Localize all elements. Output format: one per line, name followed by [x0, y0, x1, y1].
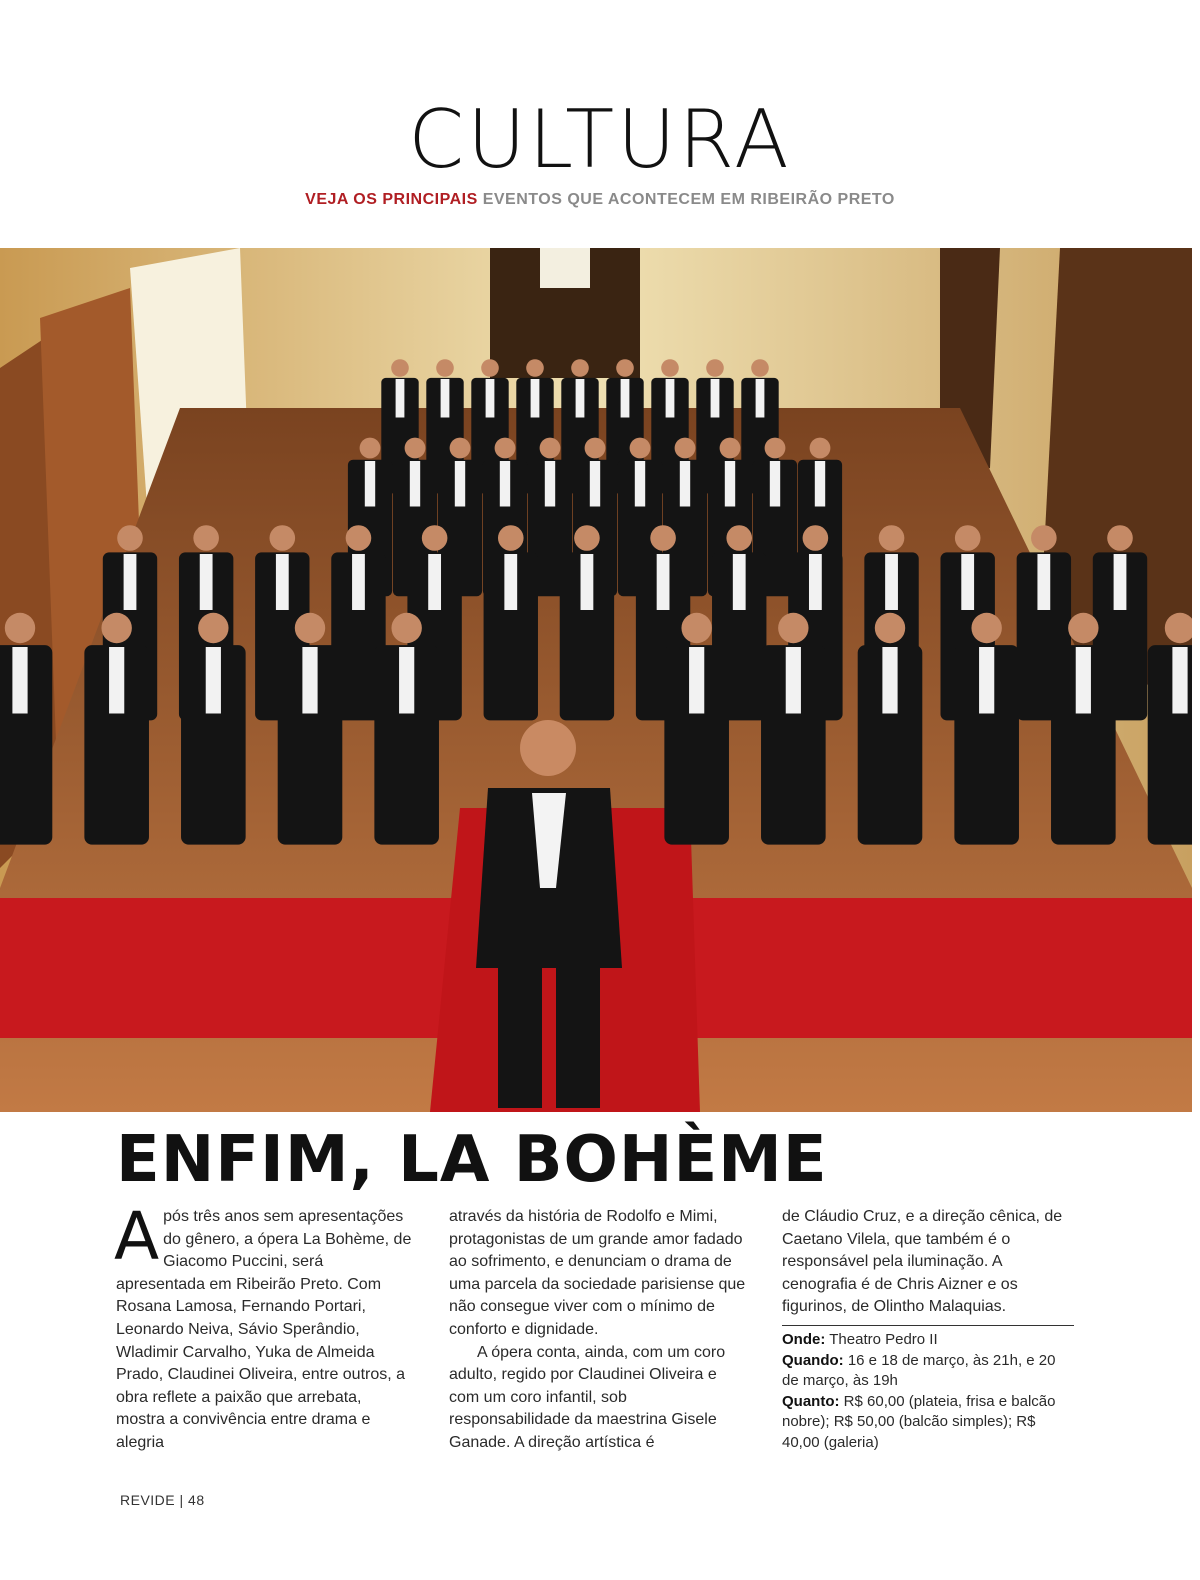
orchestra-illustration — [0, 248, 1192, 1112]
musician-figure — [664, 613, 729, 845]
subtitle-rest: EVENTOS QUE ACONTECEM EM RIBEIRÃO PRETO — [482, 191, 895, 208]
musician-figure — [278, 613, 343, 845]
info-price — [782, 1392, 1074, 1454]
info-where-label: Onde: — [782, 1331, 826, 1348]
dropcap-letter: A — [114, 1198, 160, 1275]
subtitle-highlight: VEJA OS PRINCIPAIS — [305, 191, 478, 208]
info-when-value: 16 e 18 de março, às 21h, e 20 de março, às 19h — [782, 1351, 1056, 1389]
musician-figure — [84, 613, 149, 845]
musician-figure — [560, 525, 614, 720]
article-headline: ENFIM, LA BOHÈME — [116, 1123, 828, 1197]
section-title: CULTURA — [408, 93, 792, 186]
info-price-label: Quanto: — [782, 1392, 840, 1410]
musician-figure — [484, 525, 538, 720]
musician-figure — [1051, 613, 1116, 845]
orchestra-photo — [0, 248, 1192, 1112]
info-where — [782, 1330, 1074, 1351]
musician-figure — [181, 613, 246, 845]
info-when-label: Quando: — [782, 1351, 844, 1369]
musician-figure — [1148, 613, 1192, 845]
article-column-2 — [449, 1206, 747, 1455]
article-column-1 — [114, 1198, 414, 1455]
footer-separator: | — [179, 1492, 184, 1508]
musician-figure — [858, 613, 923, 845]
article-paragraph: através da história de Rodolfo e Mimi, protagonistas de um grande amor fadado ao sofrimento, e denunciam o drama de uma parcela da sociedade parisiense que não consegue viver com o mínimo de conforto e dignidade. — [449, 1208, 746, 1338]
page-number: 48 — [188, 1492, 205, 1508]
musician-figure — [0, 613, 52, 845]
article-paragraph: A ópera conta, ainda, com um coro adulto, regido por Claudinei Oliveira e com um coro infantil, sob responsabilidade da maestrina Gisele Ganade. A direção artística é — [449, 1343, 726, 1451]
article-paragraph — [114, 1198, 414, 1455]
page-footer — [120, 1492, 205, 1508]
info-when — [782, 1351, 1074, 1392]
section-subtitle — [0, 191, 1200, 209]
event-info-box — [782, 1325, 1074, 1453]
article-paragraph: de Cláudio Cruz, e a direção cênica, de Caetano Vilela, que também é o responsável pela iluminação. A cenografia é de Chris Aizner e os figurinos, de Olintho Malaquias. — [782, 1208, 1063, 1316]
article-column-3 — [782, 1206, 1076, 1319]
article-text-opening: pós três anos sem apresentações do gênero, a ópera La Bohème, de — [163, 1208, 412, 1248]
musician-figure — [954, 613, 1019, 845]
magazine-name: REVIDE — [120, 1492, 176, 1508]
info-where-value: Theatro Pedro II — [829, 1331, 938, 1348]
musician-figure — [761, 613, 826, 845]
musician-figure — [374, 613, 439, 845]
back-door-glass — [540, 248, 590, 288]
article-text-continued: Giacomo Puccini, será apresentada em Ribeirão Preto. Com Rosana Lamosa, Fernando Portari, Leonardo Neiva, Sávio Sperândio, Wladimir Carvalho, Yuka de Almeida Prado, Claudinei Oliveira, entre outros, a obra reflete a paixão que arrebata, mostra a convivência entre drama e alegria — [116, 1253, 406, 1451]
info-price-value: R$ 60,00 (plateia, frisa e balcão nobre); R$ 50,00 (balcão simples); R$ 40,00 (galeria) — [782, 1392, 1056, 1451]
